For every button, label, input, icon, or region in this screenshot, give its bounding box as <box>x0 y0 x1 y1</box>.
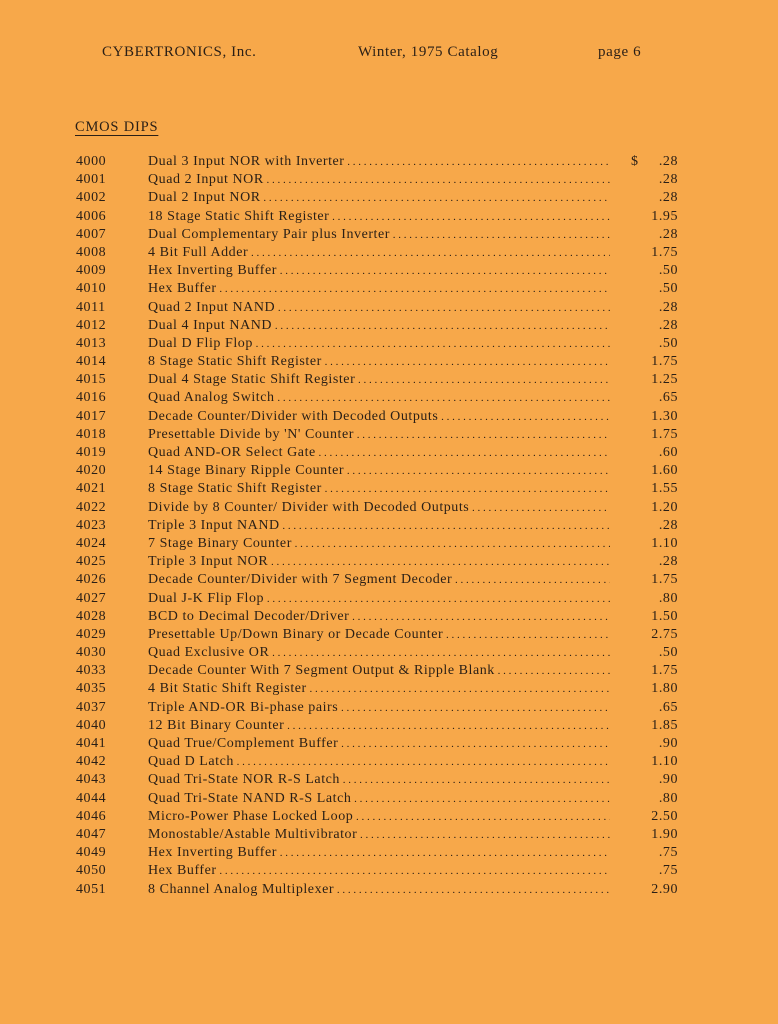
part-number: 4000 <box>76 154 107 169</box>
part-number: 4050 <box>76 863 107 879</box>
parts-list <box>0 153 778 899</box>
part-number: 4017 <box>76 408 107 424</box>
part-description: Triple AND-OR Bi-phase pairs . . . <box>148 699 610 717</box>
part-price: .80 <box>658 790 678 806</box>
section-title: CMOS DIPS <box>75 119 159 135</box>
part-price: 2.90 <box>651 881 678 897</box>
part-description: Quad Tri-State NOR R-S Latch . . . <box>148 771 610 789</box>
part-description: Quad 2 Input NOR . . . <box>148 171 610 189</box>
part-price: .28 <box>658 317 678 333</box>
part-number: 4044 <box>76 790 107 806</box>
part-number: 4002 <box>76 190 107 206</box>
part-description: Decade Counter With 7 Segment Output & Ripple Blank . . . <box>148 662 610 680</box>
part-number: 4029 <box>76 626 107 642</box>
list-item <box>0 262 778 280</box>
part-description: Dual 3 Input NOR with Inverter . . . <box>148 153 610 171</box>
company-name: CYBERTRONICS, Inc. <box>102 44 257 60</box>
part-price: 1.20 <box>651 499 678 515</box>
list-item <box>0 426 778 444</box>
part-number: 4023 <box>76 517 107 533</box>
currency-symbol: $ <box>631 154 639 169</box>
list-item <box>0 662 778 680</box>
part-price: .80 <box>658 590 678 606</box>
list-item <box>0 735 778 753</box>
part-number: 4006 <box>76 208 107 224</box>
part-price: 1.80 <box>651 681 678 697</box>
part-description: 8 Stage Static Shift Register . . . <box>148 480 610 498</box>
list-item <box>0 171 778 189</box>
part-number: 4037 <box>76 699 107 715</box>
part-description: 4 Bit Static Shift Register . . . <box>148 680 610 698</box>
part-description: BCD to Decimal Decoder/Driver . . . <box>148 608 610 626</box>
part-price: .60 <box>658 445 678 460</box>
part-number: 4008 <box>76 244 107 260</box>
list-item <box>0 844 778 862</box>
list-item <box>0 881 778 899</box>
list-item <box>0 826 778 844</box>
part-description: Dual 2 Input NOR . . . <box>148 189 610 207</box>
part-price: .50 <box>658 263 678 279</box>
part-price: .75 <box>658 845 678 861</box>
part-description: Hex Buffer . . . <box>148 280 610 298</box>
part-description: 4 Bit Full Adder . . . <box>148 244 610 262</box>
part-number: 4015 <box>76 372 107 388</box>
part-number: 4012 <box>76 317 107 333</box>
part-description: Quad D Latch . . . <box>148 753 610 771</box>
part-price: 1.85 <box>651 717 678 733</box>
part-number: 4021 <box>76 481 107 497</box>
part-price: .28 <box>658 299 678 315</box>
part-description: Divide by 8 Counter/ Divider with Decoded Outputs . . . <box>148 499 610 517</box>
part-price: 2.75 <box>651 626 678 642</box>
part-price: .28 <box>658 190 678 206</box>
list-item <box>0 644 778 662</box>
part-description: Dual 4 Input NAND . . . <box>148 317 610 335</box>
part-description: Monostable/Astable Multivibrator . . . <box>148 826 610 844</box>
part-number: 4019 <box>76 445 107 460</box>
part-description: Quad Exclusive OR . . . <box>148 644 610 662</box>
list-item <box>0 590 778 608</box>
part-price: .65 <box>658 699 678 715</box>
part-price: 1.90 <box>651 826 678 842</box>
part-price: .90 <box>658 772 678 788</box>
list-item <box>0 244 778 262</box>
list-item <box>0 499 778 517</box>
list-item <box>0 535 778 553</box>
part-description: Hex Buffer . . . <box>148 862 610 880</box>
part-price: 1.25 <box>651 372 678 388</box>
part-number: 4013 <box>76 335 107 351</box>
part-number: 4049 <box>76 845 107 861</box>
part-description: Hex Inverting Buffer . . . <box>148 262 610 280</box>
part-number: 4026 <box>76 572 107 588</box>
part-price: .90 <box>658 736 678 751</box>
list-item <box>0 353 778 371</box>
list-item <box>0 153 778 171</box>
list-item <box>0 753 778 771</box>
part-number: 4025 <box>76 554 107 570</box>
part-number: 4014 <box>76 354 107 370</box>
part-description: Decade Counter/Divider with Decoded Outputs . . . <box>148 408 610 426</box>
list-item <box>0 208 778 226</box>
part-number: 4016 <box>76 390 107 406</box>
list-item <box>0 517 778 535</box>
list-item <box>0 553 778 571</box>
list-item <box>0 371 778 389</box>
part-number: 4001 <box>76 172 107 188</box>
part-number: 4007 <box>76 226 107 242</box>
part-description: Dual D Flip Flop . . . <box>148 335 610 353</box>
part-number: 4046 <box>76 808 107 824</box>
part-price: 1.55 <box>651 481 678 497</box>
part-price: .28 <box>658 172 678 188</box>
list-item <box>0 335 778 353</box>
part-description: Dual J-K Flip Flop . . . <box>148 590 610 608</box>
part-price: 1.50 <box>651 608 678 624</box>
part-number: 4030 <box>76 645 107 661</box>
list-item <box>0 790 778 808</box>
list-item <box>0 626 778 644</box>
part-price: 1.10 <box>651 535 678 551</box>
part-description: Presettable Divide by 'N' Counter . . . <box>148 426 610 444</box>
list-item <box>0 280 778 298</box>
part-number: 4041 <box>76 736 107 751</box>
part-price: 1.95 <box>651 208 678 224</box>
part-description: 18 Stage Static Shift Register . . . <box>148 208 610 226</box>
part-number: 4022 <box>76 499 107 515</box>
list-item <box>0 571 778 589</box>
page-header <box>0 44 778 68</box>
part-price: 1.75 <box>651 572 678 588</box>
part-description: Presettable Up/Down Binary or Decade Counter . . . <box>148 626 610 644</box>
part-number: 4040 <box>76 717 107 733</box>
part-number: 4009 <box>76 263 107 279</box>
part-description: Dual Complementary Pair plus Inverter . . . <box>148 226 610 244</box>
part-description: Hex Inverting Buffer . . . <box>148 844 610 862</box>
part-description: Dual 4 Stage Static Shift Register . . . <box>148 371 610 389</box>
part-description: Quad 2 Input NAND . . . <box>148 299 610 317</box>
part-price: 2.50 <box>651 808 678 824</box>
list-item <box>0 862 778 880</box>
part-price: .50 <box>658 645 678 661</box>
list-item <box>0 189 778 207</box>
list-item <box>0 226 778 244</box>
page-number: page 6 <box>598 44 642 60</box>
list-item <box>0 317 778 335</box>
list-item <box>0 771 778 789</box>
part-price: 1.10 <box>651 754 678 770</box>
part-price: .28 <box>658 154 678 169</box>
part-description: 8 Channel Analog Multiplexer . . . <box>148 881 610 899</box>
part-description: Quad AND-OR Select Gate . . . <box>148 444 610 462</box>
part-number: 4027 <box>76 590 107 606</box>
part-description: 7 Stage Binary Counter . . . <box>148 535 610 553</box>
part-price: .28 <box>658 226 678 242</box>
part-description: Quad Analog Switch . . . <box>148 389 610 407</box>
list-item <box>0 608 778 626</box>
part-price: 1.60 <box>651 463 678 479</box>
part-price: .50 <box>658 281 678 297</box>
part-description: 12 Bit Binary Counter . . . <box>148 717 610 735</box>
part-price: .28 <box>658 554 678 570</box>
part-number: 4028 <box>76 608 107 624</box>
part-number: 4043 <box>76 772 107 788</box>
part-price: 1.75 <box>651 663 678 679</box>
list-item <box>0 408 778 426</box>
part-number: 4042 <box>76 754 107 770</box>
list-item <box>0 480 778 498</box>
list-item <box>0 699 778 717</box>
part-description: Micro-Power Phase Locked Loop . . . <box>148 808 610 826</box>
list-item <box>0 808 778 826</box>
part-number: 4011 <box>76 299 106 315</box>
part-price: .65 <box>658 390 678 406</box>
part-price: 1.75 <box>651 354 678 370</box>
list-item <box>0 717 778 735</box>
part-number: 4047 <box>76 826 107 842</box>
part-description: Decade Counter/Divider with 7 Segment Decoder . . . <box>148 571 610 589</box>
part-price: .75 <box>658 863 678 879</box>
part-number: 4024 <box>76 535 107 551</box>
list-item <box>0 680 778 698</box>
part-number: 4020 <box>76 463 107 479</box>
part-description: Quad True/Complement Buffer . . . <box>148 735 610 753</box>
list-item <box>0 462 778 480</box>
part-price: 1.75 <box>651 426 678 442</box>
list-item <box>0 389 778 407</box>
part-description: Triple 3 Input NOR . . . <box>148 553 610 571</box>
part-price: 1.30 <box>651 408 678 424</box>
part-number: 4010 <box>76 281 107 297</box>
part-price: .50 <box>658 335 678 351</box>
part-price: 1.75 <box>651 244 678 260</box>
part-description: Triple 3 Input NAND . . . <box>148 517 610 535</box>
part-number: 4033 <box>76 663 107 679</box>
part-description: Quad Tri-State NAND R-S Latch . . . <box>148 790 610 808</box>
part-number: 4035 <box>76 681 107 697</box>
catalog-title: Winter, 1975 Catalog <box>358 44 499 60</box>
part-number: 4051 <box>76 881 107 897</box>
part-number: 4018 <box>76 426 107 442</box>
part-description: 14 Stage Binary Ripple Counter . . . <box>148 462 610 480</box>
part-description: 8 Stage Static Shift Register . . . <box>148 353 610 371</box>
part-price: .28 <box>658 517 678 533</box>
list-item <box>0 299 778 317</box>
list-item <box>0 444 778 462</box>
